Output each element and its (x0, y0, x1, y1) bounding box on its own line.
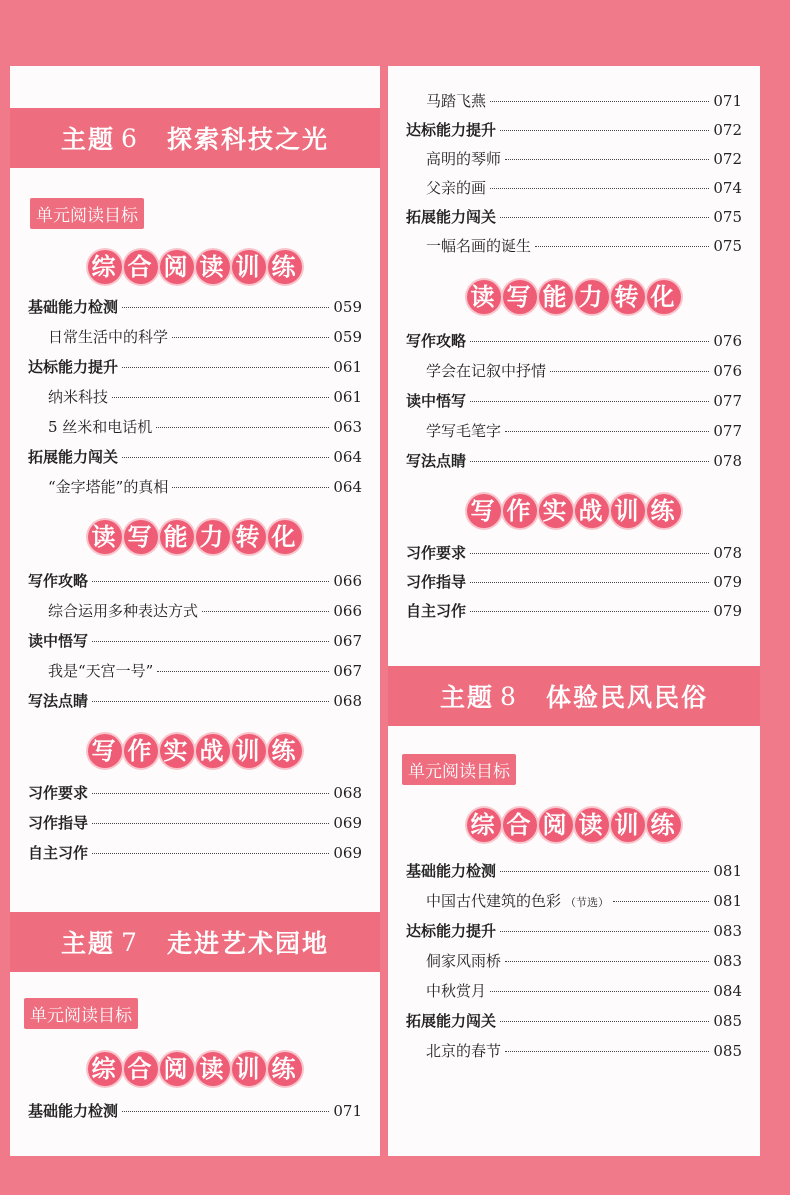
toc-article-entry (426, 420, 742, 442)
leader-dots (500, 130, 709, 131)
section-title-char: 读 (196, 1052, 230, 1086)
leader-dots (122, 307, 329, 308)
toc-article-entry (426, 1040, 742, 1062)
toc-page-number: 066 (333, 602, 362, 620)
section-title-char: 写 (124, 520, 158, 554)
leader-dots (500, 217, 709, 218)
section-title-char: 训 (232, 250, 266, 284)
toc-page-number: 072 (713, 121, 742, 139)
toc-page-number: 075 (713, 237, 742, 255)
toc-section-entry (28, 356, 362, 378)
toc-article-entry (426, 980, 742, 1002)
section-title-char: 练 (268, 250, 302, 284)
unit-goal-tag: 单元阅读目标 (30, 198, 144, 229)
toc-entry-title: 读中悟写 (28, 632, 89, 650)
section-title-char: 练 (647, 494, 681, 528)
leader-dots (500, 871, 709, 872)
toc-entry-title: 达标能力提升 (406, 121, 497, 139)
leader-dots (122, 1111, 329, 1112)
toc-section-entry (28, 296, 362, 318)
section-title-char: 读 (467, 280, 501, 314)
toc-page-number: 085 (713, 1042, 742, 1060)
right-column (388, 66, 760, 1156)
toc-entry-title: 达标能力提升 (406, 922, 497, 940)
toc-entry-title: 拓展能力闯关 (28, 448, 119, 466)
toc-entry-title: 写作攻略 (406, 332, 467, 350)
toc-section-entry (406, 206, 742, 228)
leader-dots (613, 901, 709, 902)
toc-page-number: 068 (333, 692, 362, 710)
section-title-char: 能 (160, 520, 194, 554)
toc-page-number: 069 (333, 844, 362, 862)
toc-page-number: 081 (713, 862, 742, 880)
leader-dots (92, 701, 329, 702)
section-title-char: 化 (647, 280, 681, 314)
toc-section-entry (406, 119, 742, 141)
leader-dots (112, 397, 329, 398)
toc-page-number: 079 (713, 602, 742, 620)
section-title-char: 读 (196, 250, 230, 284)
toc-entry-title: 基础能力检测 (28, 1102, 119, 1120)
toc-section-entry (406, 571, 742, 593)
toc-page-number: 083 (713, 952, 742, 970)
toc-entry-title: 中秋赏月 (426, 982, 487, 1000)
toc-section-entry (406, 920, 742, 942)
section-title-char: 练 (647, 808, 681, 842)
toc-entry-title: 基础能力检测 (28, 298, 119, 316)
theme-label: 主题 (440, 683, 495, 712)
theme-title: 走进艺术园地 (166, 929, 329, 958)
toc-page-number: 078 (713, 452, 742, 470)
leader-dots (122, 457, 329, 458)
toc-section-entry (406, 542, 742, 564)
toc-entry-title: 基础能力检测 (406, 862, 497, 880)
toc-page-number: 077 (713, 392, 742, 410)
section-title-char: 合 (503, 808, 537, 842)
section-title-char: 化 (268, 520, 302, 554)
leader-dots (470, 461, 709, 462)
section-title-char: 转 (232, 520, 266, 554)
leader-dots (505, 961, 709, 962)
toc-entry-title: 5 丝米和电话机 (48, 418, 153, 436)
leader-dots (505, 159, 709, 160)
section-title-char: 作 (124, 734, 158, 768)
section-title-reading-writing (388, 280, 760, 314)
section-title-char: 读 (88, 520, 122, 554)
section-title-char: 力 (575, 280, 609, 314)
theme-7-header (10, 912, 380, 972)
toc-page-number: 076 (713, 332, 742, 350)
section-title-char: 练 (268, 1052, 302, 1086)
toc-entry-title: 纳米科技 (48, 388, 109, 406)
leader-dots (470, 341, 709, 342)
toc-article-entry (48, 386, 362, 408)
toc-page-number: 084 (713, 982, 742, 1000)
leader-dots (535, 246, 709, 247)
toc-section-entry (28, 812, 362, 834)
toc-entry-title: 日常生活中的科学 (48, 328, 169, 346)
section-title-char: 综 (88, 250, 122, 284)
theme-title: 体验民风民俗 (545, 683, 708, 712)
toc-entry-title: 学会在记叙中抒情 (426, 362, 547, 380)
toc-entry-title: 综合运用多种表达方式 (48, 602, 199, 620)
toc-page-number: 076 (713, 362, 742, 380)
toc-section-entry (28, 782, 362, 804)
section-title-char: 练 (268, 734, 302, 768)
theme-label: 主题 (61, 929, 116, 958)
section-title-char: 能 (539, 280, 573, 314)
toc-section-entry (406, 860, 742, 882)
toc-entry-title: 高明的琴师 (426, 150, 502, 168)
leader-dots (202, 611, 329, 612)
unit-goal-tag: 单元阅读目标 (24, 998, 138, 1029)
section-title-char: 合 (124, 1052, 158, 1086)
leader-dots (470, 553, 709, 554)
leader-dots (157, 671, 329, 672)
section-title-char: 阅 (160, 1052, 194, 1086)
toc-section-entry (406, 450, 742, 472)
toc-entry-title: 自主习作 (28, 844, 89, 862)
toc-article-entry (48, 326, 362, 348)
toc-entry-title: 一幅名画的诞生 (426, 237, 532, 255)
theme-title: 探索科技之光 (166, 125, 329, 154)
leader-dots (470, 582, 709, 583)
section-title-char: 合 (124, 250, 158, 284)
leader-dots (490, 991, 709, 992)
toc-article-entry (426, 890, 742, 912)
toc-page-number: 063 (333, 418, 362, 436)
leader-dots (500, 1021, 709, 1022)
toc-entry-note: （节选） (565, 896, 610, 909)
toc-entry-title: 中国古代建筑的色彩 (426, 892, 562, 910)
toc-page-number: 077 (713, 422, 742, 440)
section-title-char: 阅 (539, 808, 573, 842)
toc-page-number: 059 (333, 298, 362, 316)
toc-article-entry (426, 235, 742, 257)
toc-page-number: 067 (333, 662, 362, 680)
theme-8-header (388, 666, 760, 726)
toc-article-entry (426, 90, 742, 112)
section-title-char: 综 (467, 808, 501, 842)
toc-page-number: 061 (333, 388, 362, 406)
toc-page-number: 078 (713, 544, 742, 562)
section-title-reading (10, 1052, 380, 1086)
leader-dots (156, 427, 329, 428)
toc-section-entry (28, 842, 362, 864)
theme-number: 6 (121, 123, 139, 153)
toc-entry-title: 自主习作 (406, 602, 467, 620)
section-title-reading-writing (10, 520, 380, 554)
toc-entry-title: 习作指导 (28, 814, 89, 832)
leader-dots (172, 337, 329, 338)
toc-entry-title: 我是“天宫一号” (48, 662, 154, 680)
leader-dots (490, 188, 709, 189)
toc-page-number: 068 (333, 784, 362, 802)
toc-section-entry (28, 446, 362, 468)
section-title-char: 训 (611, 808, 645, 842)
leader-dots (490, 101, 709, 102)
toc-page-number: 081 (713, 892, 742, 910)
toc-entry-title: 读中悟写 (406, 392, 467, 410)
toc-page-number: 079 (713, 573, 742, 591)
section-title-char: 综 (88, 1052, 122, 1086)
section-title-char: 实 (160, 734, 194, 768)
leader-dots (550, 371, 709, 372)
toc-article-entry (48, 416, 362, 438)
toc-entry-title: 习作要求 (28, 784, 89, 802)
toc-entry-title: 写法点睛 (406, 452, 467, 470)
toc-article-entry (426, 148, 742, 170)
section-title-char: 战 (575, 494, 609, 528)
toc-page-number: 061 (333, 358, 362, 376)
section-title-char: 写 (467, 494, 501, 528)
toc-entry-title: 侗家风雨桥 (426, 952, 502, 970)
toc-page-number: 064 (333, 478, 362, 496)
toc-section-entry (406, 390, 742, 412)
leader-dots (122, 367, 329, 368)
toc-page-number: 059 (333, 328, 362, 346)
toc-entry-title: 写作攻略 (28, 572, 89, 590)
toc-section-entry (28, 690, 362, 712)
toc-entry-title: 写法点睛 (28, 692, 89, 710)
leader-dots (505, 431, 709, 432)
toc-section-entry (406, 600, 742, 622)
section-title-char: 训 (232, 734, 266, 768)
toc-entry-title: 达标能力提升 (28, 358, 119, 376)
toc-article-entry (426, 950, 742, 972)
toc-entry-title: 习作要求 (406, 544, 467, 562)
toc-entry-title: 马踏飞燕 (426, 92, 487, 110)
section-title-writing (10, 734, 380, 768)
theme-6-header (10, 108, 380, 168)
toc-section-entry (406, 1010, 742, 1032)
unit-goal-tag: 单元阅读目标 (402, 754, 516, 785)
section-title-char: 实 (539, 494, 573, 528)
theme-label: 主题 (61, 125, 116, 154)
toc-page-number: 071 (333, 1102, 362, 1120)
section-title-reading (388, 808, 760, 842)
toc-entry-title: 学写毛笔字 (426, 422, 502, 440)
toc-article-entry (426, 360, 742, 382)
toc-entry-title: 拓展能力闯关 (406, 1012, 497, 1030)
left-column (10, 66, 380, 1156)
toc-entry-title: 拓展能力闯关 (406, 208, 497, 226)
toc-article-entry (48, 660, 362, 682)
section-title-char: 写 (88, 734, 122, 768)
toc-page-number: 085 (713, 1012, 742, 1030)
toc-page-number: 083 (713, 922, 742, 940)
theme-number: 7 (121, 927, 139, 957)
section-title-char: 训 (611, 494, 645, 528)
leader-dots (92, 853, 329, 854)
toc-page-number: 071 (713, 92, 742, 110)
toc-page-number: 069 (333, 814, 362, 832)
section-title-char: 读 (575, 808, 609, 842)
leader-dots (92, 793, 329, 794)
toc-section-entry (28, 630, 362, 652)
leader-dots (500, 931, 709, 932)
toc-entry-title: 北京的春节 (426, 1042, 502, 1060)
toc-page-number: 067 (333, 632, 362, 650)
toc-page-number: 074 (713, 179, 742, 197)
toc-section-entry (406, 330, 742, 352)
leader-dots (470, 611, 709, 612)
toc-page-number: 066 (333, 572, 362, 590)
toc-entry-title: 父亲的画 (426, 179, 487, 197)
leader-dots (172, 487, 329, 488)
section-title-char: 写 (503, 280, 537, 314)
leader-dots (505, 1051, 709, 1052)
toc-page-number: 064 (333, 448, 362, 466)
theme-number: 8 (500, 681, 518, 711)
toc-entry-title: “金字塔能”的真相 (48, 478, 169, 496)
section-title-char: 力 (196, 520, 230, 554)
section-title-reading (10, 250, 380, 284)
leader-dots (92, 581, 329, 582)
section-title-char: 阅 (160, 250, 194, 284)
section-title-char: 训 (232, 1052, 266, 1086)
toc-section-entry (28, 570, 362, 592)
toc-section-entry (28, 1100, 362, 1122)
toc-entry-title: 习作指导 (406, 573, 467, 591)
toc-article-entry (426, 177, 742, 199)
section-title-char: 战 (196, 734, 230, 768)
leader-dots (92, 823, 329, 824)
leader-dots (470, 401, 709, 402)
toc-article-entry (48, 476, 362, 498)
section-title-char: 作 (503, 494, 537, 528)
toc-page-number: 072 (713, 150, 742, 168)
leader-dots (92, 641, 329, 642)
section-title-writing (388, 494, 760, 528)
section-title-char: 转 (611, 280, 645, 314)
toc-article-entry (48, 600, 362, 622)
toc-page-number: 075 (713, 208, 742, 226)
